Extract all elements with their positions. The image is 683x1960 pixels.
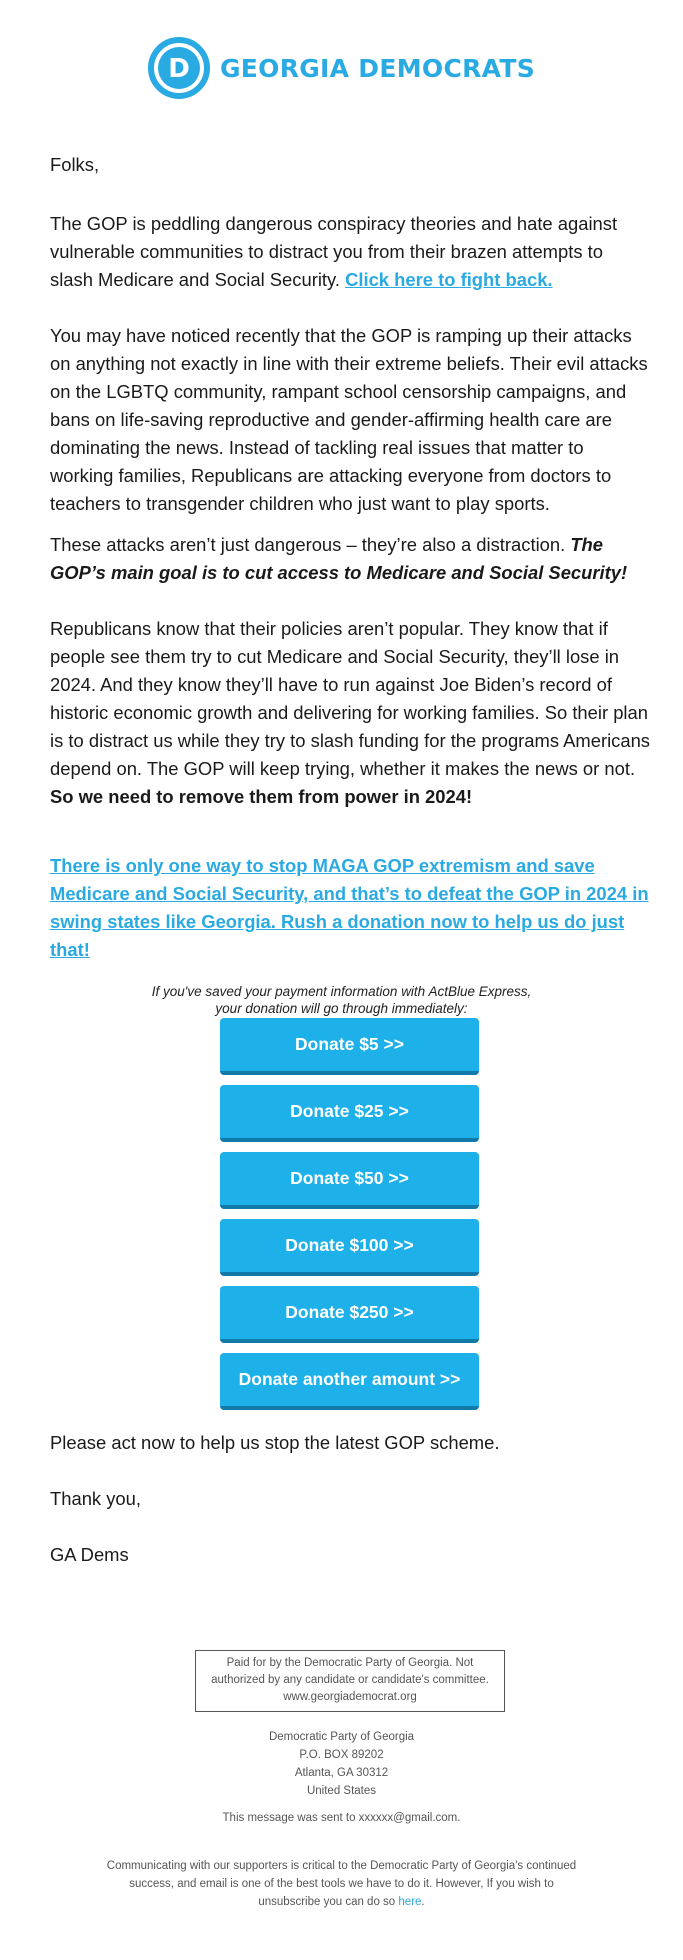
paragraph-1-text: The GOP is peddling dangerous conspiracy theories and hate against vulnerable communities to distract you from their brazen attempts to slash Medicare and Social Security.	[50, 213, 618, 290]
donate-other-amount-button[interactable]: Donate another amount >>	[220, 1353, 479, 1410]
fight-back-link[interactable]: Click here to fight back.	[345, 269, 553, 290]
donate-250-button[interactable]: Donate $250 >>	[220, 1286, 479, 1343]
paragraph-3	[50, 531, 650, 587]
paragraph-3-text: These attacks aren’t just dangerous – they’re also a distraction.	[50, 534, 571, 555]
unsubscribe-end: .	[421, 1896, 425, 1908]
paragraph-1	[50, 210, 650, 294]
paid-for-line-2: authorized by any candidate or candidate's committee.	[211, 1674, 489, 1686]
paragraph-4	[50, 615, 650, 811]
paragraph-3-emphasis: The GOP’s main goal is to cut access to Medicare and Social Security!	[50, 534, 628, 583]
donate-50-button[interactable]: Donate $50 >>	[220, 1152, 479, 1209]
svg-text:D: D	[168, 54, 190, 84]
thank-you: Thank you,	[50, 1488, 141, 1509]
unsubscribe-text: Communicating with our supporters is critical to the Democratic Party of Georgia's continued success, and email is one of the best tools we have to do it. However, If you wish to unsubscribe you can do so	[106, 1860, 577, 1908]
address-line: Democratic Party of Georgia	[268, 1731, 415, 1743]
sent-to-notice: This message was sent to xxxxxx@gmail.com.	[222, 1812, 461, 1824]
logo-text: GEORGIA DEMOCRATS	[219, 53, 536, 83]
closing-line: Please act now to help us stop the latest GOP scheme.	[50, 1432, 500, 1453]
address-line: Atlanta, GA 30312	[294, 1767, 389, 1779]
georgia-democrats-logo[interactable]	[148, 37, 535, 99]
unsubscribe-notice	[100, 1857, 583, 1911]
greeting: Folks,	[50, 154, 100, 175]
donate-5-button[interactable]: Donate $5 >>	[220, 1018, 479, 1075]
address-line: United States	[306, 1785, 377, 1797]
address-line: P.O. BOX 89202	[299, 1749, 384, 1761]
paragraph-4-bold: So we need to remove them from power in 2024!	[50, 786, 473, 807]
democrats-d-logo-icon	[148, 37, 210, 99]
donate-25-button[interactable]: Donate $25 >>	[220, 1085, 479, 1142]
signature: GA Dems	[50, 1544, 129, 1565]
website-link[interactable]: www.georgiademocrat.org	[283, 1691, 417, 1703]
paragraph-4-text: Republicans know that their policies aren’t popular. They know that if people see them try to cut Medicare and Social Security, they’ll lose in 2024. And they know they’ll have to run against Joe Biden’s record of historic economic growth and delivering for working families. So their plan is to distract us while they try to slash funding for the programs Americans depend on. The GOP will keep trying, whether it makes the news or not.	[50, 618, 651, 779]
actblue-note-line-1: If you've saved your payment information with ActBlue Express,	[151, 984, 532, 999]
paragraph-2: You may have noticed recently that the GOP is ramping up their attacks on anything not exactly in line with their extreme beliefs. Their evil attacks on the LGBTQ community, rampant school censorship campaigns, and bans on life-saving reproductive and gender-affirming health care are dominating the news. Instead of tackling real issues that matter to working families, Republicans are attacking everyone from doctors to teachers to transgender children who just want to play sports.	[50, 325, 648, 514]
paid-for-disclaimer	[195, 1650, 505, 1712]
actblue-note-line-2: your donation will go through immediately:	[215, 1001, 468, 1016]
donate-100-button[interactable]: Donate $100 >>	[220, 1219, 479, 1276]
actblue-note	[0, 983, 683, 1017]
mailing-address	[0, 1728, 683, 1800]
cta-paragraph	[50, 852, 650, 964]
header	[0, 34, 683, 102]
unsubscribe-link[interactable]: here	[398, 1896, 422, 1908]
cta-donate-link[interactable]: There is only one way to stop MAGA GOP extremism and save Medicare and Social Security, and that’s to defeat the GOP in 2024 in swing states like Georgia. Rush a donation now to help us do just that!	[50, 855, 649, 960]
paid-for-line-1: Paid for by the Democratic Party of Georgia. Not	[226, 1657, 474, 1669]
